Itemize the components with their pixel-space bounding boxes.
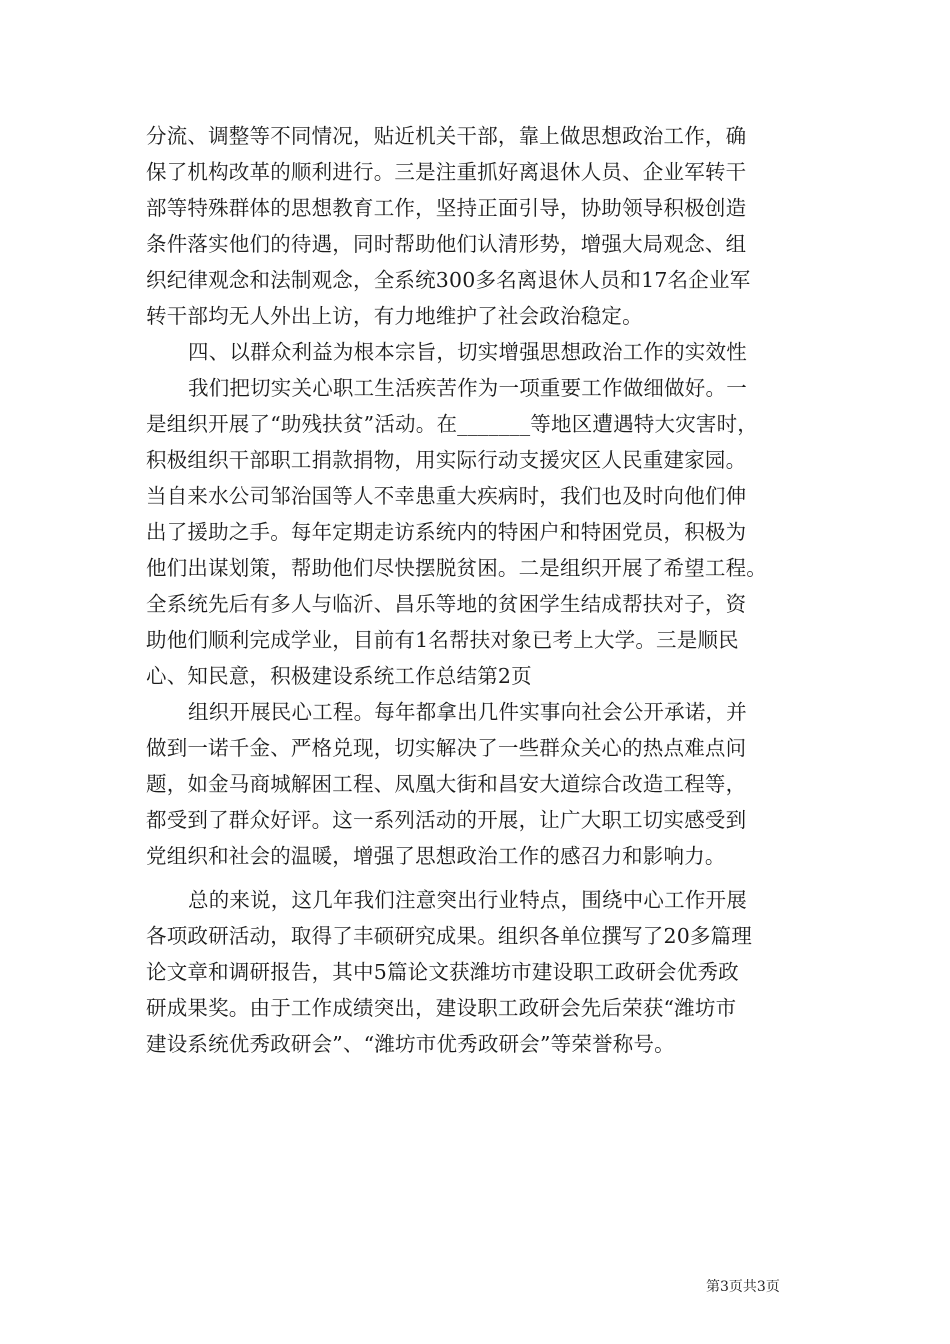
- text-line: 条件落实他们的待遇，同时帮助他们认清形势，增强大局观念、组: [146, 232, 747, 256]
- text-line: 是组织开展了“助残扶贫”活动。在_______等地区遭遇特大灾害时，: [146, 412, 759, 436]
- text-line: 总的来说，这几年我们注意突出行业特点，围绕中心工作开展: [188, 888, 747, 912]
- text-line: 各项政研活动，取得了丰硕研究成果。组织各单位撰写了20多篇理: [146, 924, 753, 948]
- text-line: 组织开展民心工程。每年都拿出几件实事向社会公开承诺，并: [188, 700, 747, 724]
- text-line: 党组织和社会的温暖，增强了思想政治工作的感召力和影响力。: [146, 844, 726, 868]
- text-line: 全系统先后有多人与临沂、昌乐等地的贫困学生结成帮扶对子，资: [146, 592, 747, 616]
- text-line: 都受到了群众好评。这一系列活动的开展，让广大职工切实感受到: [146, 808, 747, 832]
- text-line: 织纪律观念和法制观念，全系统300多名离退休人员和17名企业军: [146, 268, 751, 292]
- text-line: 分流、调整等不同情况，贴近机关干部，靠上做思想政治工作，确: [146, 124, 747, 148]
- text-line: 做到一诺千金、严格兑现，切实解决了一些群众关心的热点难点问: [146, 736, 747, 760]
- text-line: 心、知民意，积极建设系统工作总结第2页: [146, 664, 532, 688]
- text-line: 转干部均无人外出上访，有力地维护了社会政治稳定。: [146, 304, 643, 328]
- text-line: 他们出谋划策，帮助他们尽快摆脱贫困。二是组织开展了希望工程。: [146, 556, 767, 580]
- text-line: 论文章和调研报告，其中5篇论文获潍坊市建设职工政研会优秀政: [146, 960, 739, 984]
- text-line: 出了援助之手。每年定期走访系统内的特困户和特困党员，积极为: [146, 520, 747, 544]
- text-line: 题，如金马商城解困工程、凤凰大街和昌安大道综合改造工程等，: [146, 772, 747, 796]
- text-line: 建设系统优秀政研会”、“潍坊市优秀政研会”等荣誉称号。: [146, 1032, 675, 1056]
- text-line: 当自来水公司邹治国等人不幸患重大疾病时，我们也及时向他们伸: [146, 484, 747, 508]
- page-number-footer: 第3页共3页: [706, 1279, 780, 1295]
- text-line: 我们把切实关心职工生活疾苦作为一项重要工作做细做好。一: [188, 376, 747, 400]
- text-line: 研成果奖。由于工作成绩突出，建设职工政研会先后荣获“潍坊市: [146, 996, 737, 1020]
- text-line: 部等特殊群体的思想教育工作，坚持正面引导，协助领导积极创造: [146, 196, 747, 220]
- section-heading: 四、以群众利益为根本宗旨，切实增强思想政治工作的实效性: [188, 340, 747, 364]
- text-line: 助他们顺利完成学业，目前有1名帮扶对象已考上大学。三是顺民: [146, 628, 739, 652]
- text-line: 保了机构改革的顺利进行。三是注重抓好离退休人员、企业军转干: [146, 160, 747, 184]
- text-line: 积极组织干部职工捐款捐物，用实际行动支援灾区人民重建家园。: [146, 448, 747, 472]
